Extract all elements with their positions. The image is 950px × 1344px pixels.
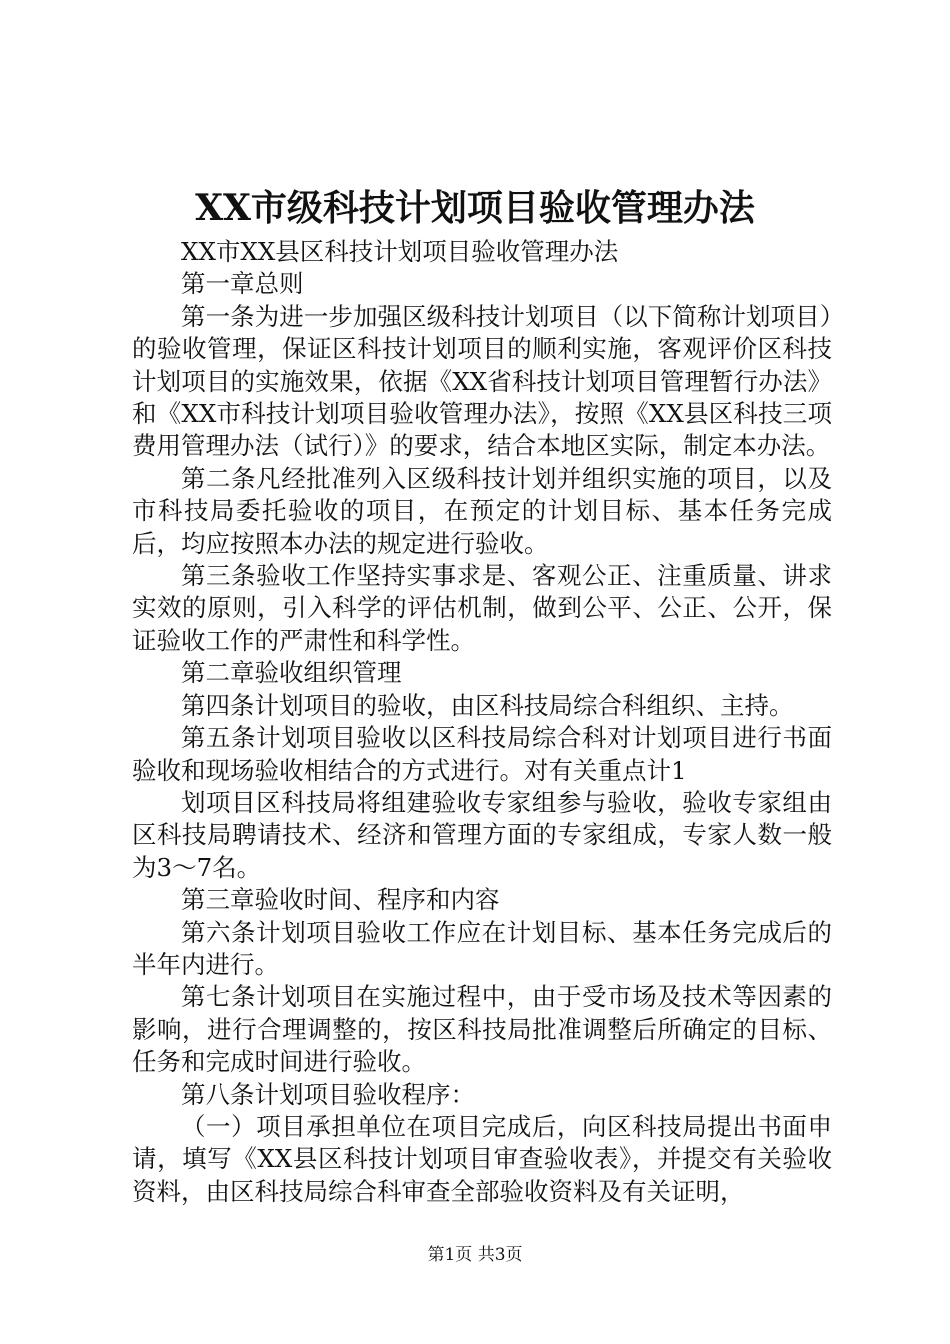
page-number-footer: 第1页 共3页 <box>427 1245 523 1265</box>
paragraph-article-5: 第五条计划项目验收以区科技局综合科对计划项目进行书面验收和现场验收相结合的方式进行。对有关重点计1 <box>132 723 832 785</box>
paragraph-subtitle: XX市XX县区科技计划项目验收管理办法 <box>181 237 619 266</box>
paragraph-chapter-2-heading: 第二章验收组织管理 <box>181 658 402 688</box>
paragraph-article-6: 第六条计划项目验收工作应在计划目标、基本任务完成后的半年内进行。 <box>132 917 832 979</box>
paragraph-article-2: 第二条凡经批准列入区级科技计划并组织实施的项目，以及市科技局委托验收的项目，在预定的计划目标、基本任务完成后，均应按照本办法的规定进行验收。 <box>132 463 832 558</box>
paragraph-article-7: 第七条计划项目在实施过程中，由于受市场及技术等因素的影响，进行合理调整的，按区科技局批准调整后所确定的目标、任务和完成时间进行验收。 <box>132 982 832 1077</box>
paragraph-article-5-continued: 划项目区科技局将组建验收专家组参与验收，验收专家组由区科技局聘请技术、经济和管理方面的专家组成，专家人数一般为3～7名。 <box>132 787 832 882</box>
paragraph-article-8-item-1: （一）项目承担单位在项目完成后，向区科技局提出书面申请，填写《XX县区科技计划项目审查验收表》，并提交有关验收资料，由区科技局综合科审查全部验收资料及有关证明， <box>132 1111 832 1206</box>
document-body <box>132 236 832 1208</box>
paragraph-chapter-3-heading: 第三章验收时间、程序和内容 <box>181 885 500 915</box>
document-title: XX市级科技计划项目验收管理办法 <box>195 187 755 229</box>
paragraph-article-8: 第八条计划项目验收程序： <box>181 1079 475 1109</box>
paragraph-article-1: 第一条为进一步加强区级科技计划项目（以下简称计划项目）的验收管理，保证区科技计划项目的顺利实施，客观评价区科技计划项目的实施效果，依据《XX省科技计划项目管理暂行办法》和《XX市科技计划项目验收管理办法》，按照《XX县区科技三项费用管理办法（试行）》的要求，结合本地区实际，制定本办法。 <box>132 301 832 461</box>
paragraph-article-4: 第四条计划项目的验收，由区科技局综合科组织、主持。 <box>181 690 794 720</box>
paragraph-chapter-1-heading: 第一章总则 <box>181 269 304 299</box>
paragraph-article-3: 第三条验收工作坚持实事求是、客观公正、注重质量、讲求实效的原则，引入科学的评估机制，做到公平、公正、公开，保证验收工作的严肃性和科学性。 <box>132 561 832 655</box>
